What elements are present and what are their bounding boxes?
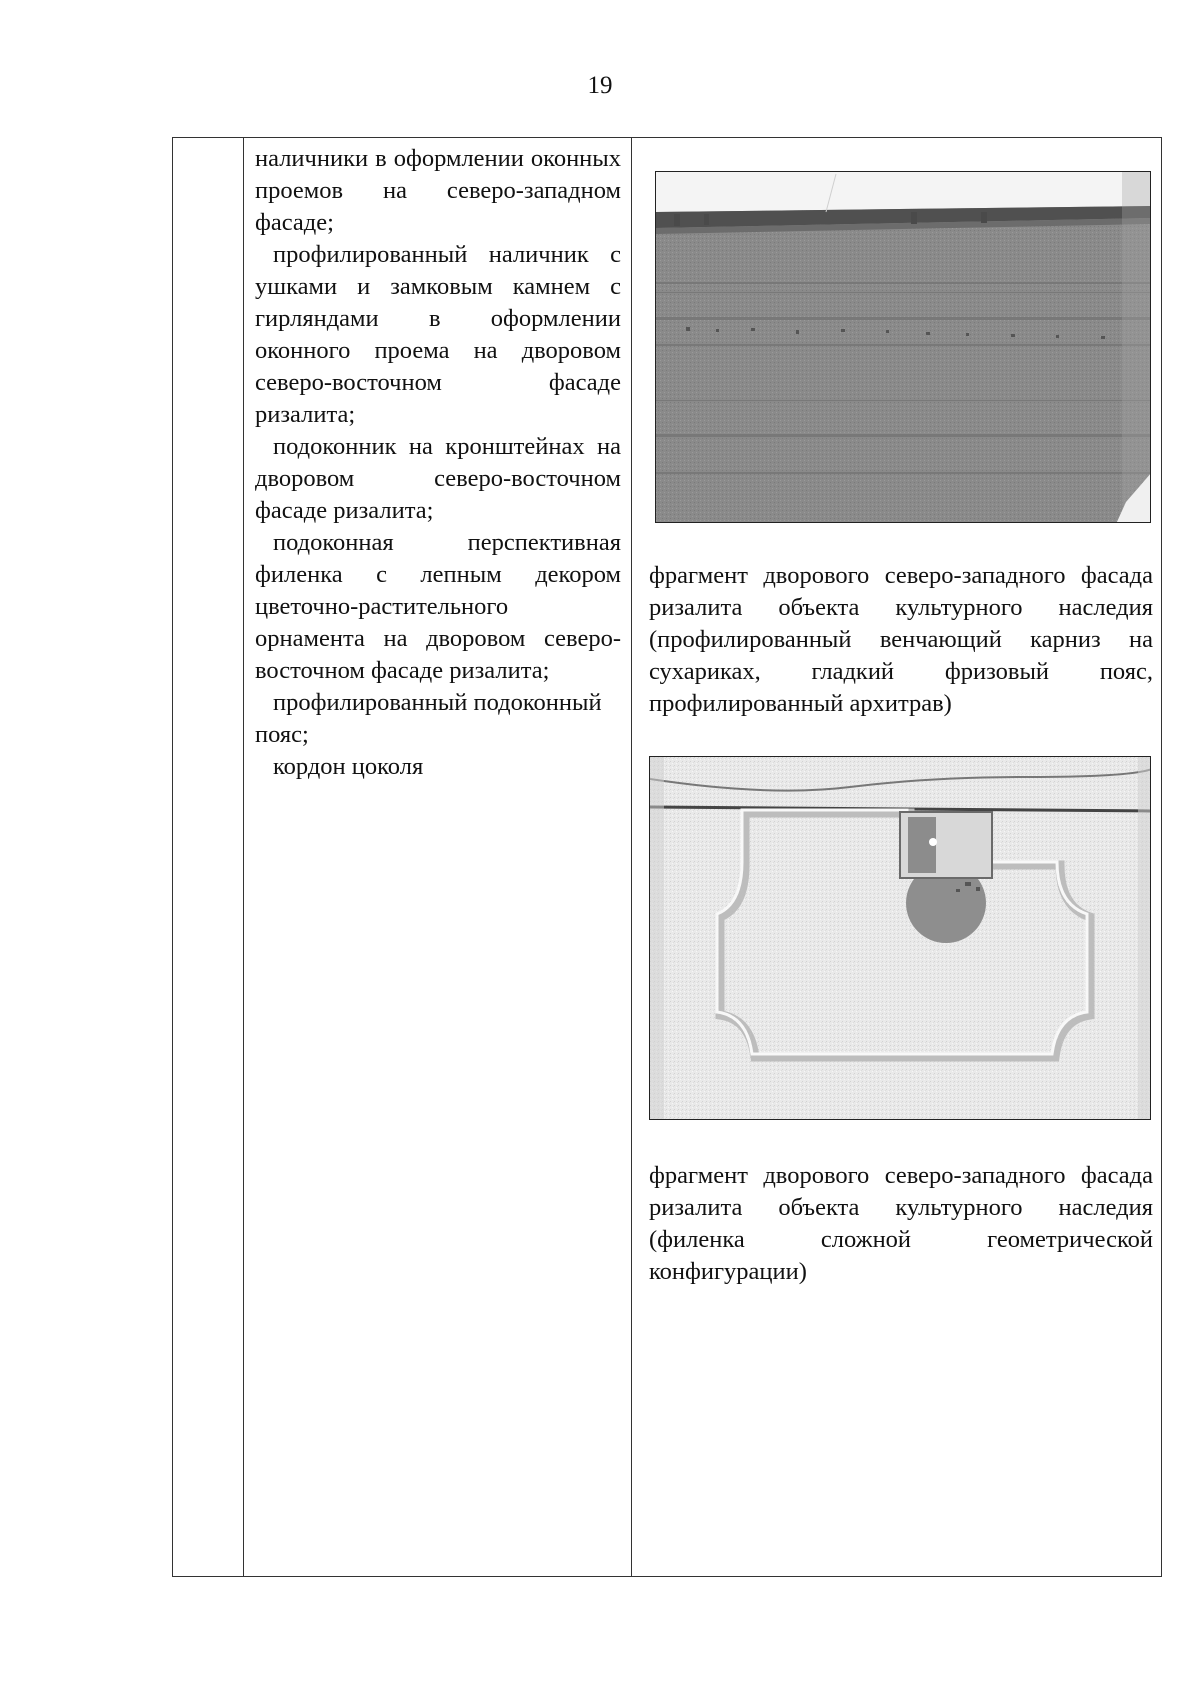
cornice-photo <box>655 171 1151 523</box>
panel-photo <box>649 756 1151 1120</box>
page-number: 19 <box>587 72 613 99</box>
feature-item: подоконник на кронштейнах на дворовом северо-восточном фасаде ризалита; <box>255 433 621 524</box>
cornice-photo-image <box>656 172 1151 523</box>
feature-item: наличники в оформлении оконных проемов на северо-западном фасаде; <box>255 145 621 236</box>
features-list <box>255 143 621 783</box>
feature-item: профилированный подоконный пояс; <box>255 689 602 748</box>
column-divider <box>631 138 632 1576</box>
feature-item: профилированный наличник с ушками и замковым камнем с гирляндами в оформлении оконного проема на дворовом северо-восточном фасаде ризалита; <box>255 241 621 428</box>
feature-item: кордон цоколя <box>273 753 424 780</box>
feature-item: подоконная перспективная филенка с лепным декором цветочно-растительного орнамента на дворовом северо-восточном фасаде ризалита; <box>255 529 621 684</box>
cornice-photo-caption: фрагмент дворового северо-западного фасада ризалита объекта культурного наследия (профилированный венчающий карниз на сухариках, гладкий фризовый пояс, профилированный архитрав) <box>649 562 1153 717</box>
features-table <box>172 137 1162 1577</box>
panel-photo-image <box>650 757 1151 1120</box>
panel-photo-caption: фрагмент дворового северо-западного фасада ризалита объекта культурного наследия (филенка сложной геометрической конфигурации) <box>649 1162 1153 1285</box>
column-divider <box>243 138 244 1576</box>
